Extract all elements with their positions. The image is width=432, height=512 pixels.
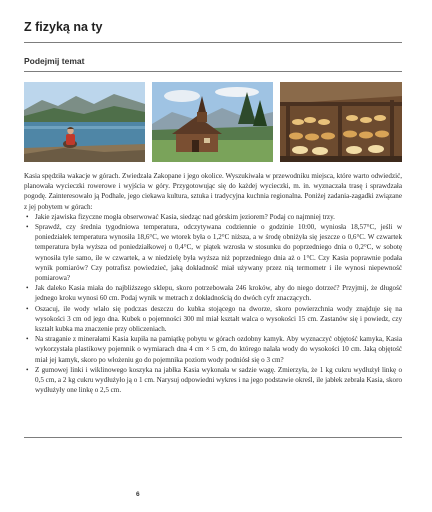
task-item: • Jak daleko Kasia miała do najbliższego sklepu, skoro potrzebowała 246 kroków, aby do niego dotrzeć? Przyjmij, że długość jednego kroku wynosi 60 cm. Podaj wynik w metrach z dokładnością do dwóch cyfr znaczących. [24,283,402,303]
bottom-divider [24,437,402,438]
page-number: 6 [136,491,140,498]
body-text [24,171,402,395]
task-item: • Jakie zjawiska fizyczne mogła obserwować Kasia, siedząc nad górskim jeziorem? Podaj co najmniej trzy. [24,212,402,222]
title-divider [24,42,402,43]
photo-church [152,82,273,162]
task-list [24,212,402,396]
task-item: • Oszacuj, ile wody wlało się podczas deszczu do kubka stojącego na dworze, skoro powierzchnia wody znajduje się na wysokości 3 cm od jego dna. Kubek o pojemności 300 ml miał kształt walca o wysokości 15 cm. Zastanów się i powiedz, czy kształt kubka ma znaczenie przy obliczeniach. [24,304,402,335]
intro-paragraph: Kasia spędziła wakacje w górach. Zwiedzała Zakopane i jego okolice. Wyszukiwała w przewodniku miejsca, które warto odwiedzić, planowała wycieczki rowerowe i wyjścia w góry. Przygotowując się do każdej wycieczki, m. in. wyznaczała trasę i sprawdzała pogodę. Zainteresowało ją Podhale, jego ciekawa kultura, sztuka i tradycyjna kuchnia regionalna. Poniżej zadania-zagadki związane z jej pobytem w górach: [24,172,402,211]
page-title: Z fizyką na ty [24,20,103,34]
section-heading: Podejmij temat [24,56,85,66]
task-item: • Sprawdź, czy średnia tygodniowa temperatura, odczytywana codziennie o godzinie 10:00, wyniosła 18,57°C, jeśli w poniedziałek temperatura wynosiła 18,6°C, we wtorek była o 1,2°C niższa, a w środę obniżyła się jeszcze o 0,6°C. W czwartek temperatura była wyższa od poniedziałkowej o 0,4°C, w piątek wzrosła w stosunku do poprzedniego dnia o 0,2°C, w sobotę wynosiła tyle samo, ile w czwartek, a w niedzielę była wyższa niż poprzedniego dnia aż o 1°C. Czy Kasia poprawnie podała wynik pomiarów? Czy potrafisz powiedzieć, jaką dokładność miał używany przez nią termometr i ile wynosi niepewność pomiarowa? [24,222,402,283]
section-divider [24,71,402,72]
task-item: • Z gumowej linki i wiklinowego koszyka na jabłka Kasia wykonała w sadzie wagę. Zmierzyła, że 1 kg cukru wydłużył linkę o 0,5 cm, a 2 kg cukru wydłużyło ją o 1 cm. Narysuj odpowiedni wykres i na jego podstawie określ, ile jabłek zebrała Kasia, skoro wydłużyły one linkę o 2,5 cm. [24,365,402,396]
task-item: • Na straganie z minerałami Kasia kupiła na pamiątkę pobytu w górach ozdobny kamyk. Aby wyznaczyć objętość kamyka, Kasia wykorzystała plastikowy pojemnik o wymiarach dna 4 cm × 5 cm, do którego nalała wody do wysokości 10 cm. Jaką objętość miał jej kamyk, skoro po włożeniu go do pojemnika poziom wody podniósł się o 3 cm? [24,334,402,365]
photo-lake [24,82,145,162]
photo-cheese-stall [280,82,402,162]
